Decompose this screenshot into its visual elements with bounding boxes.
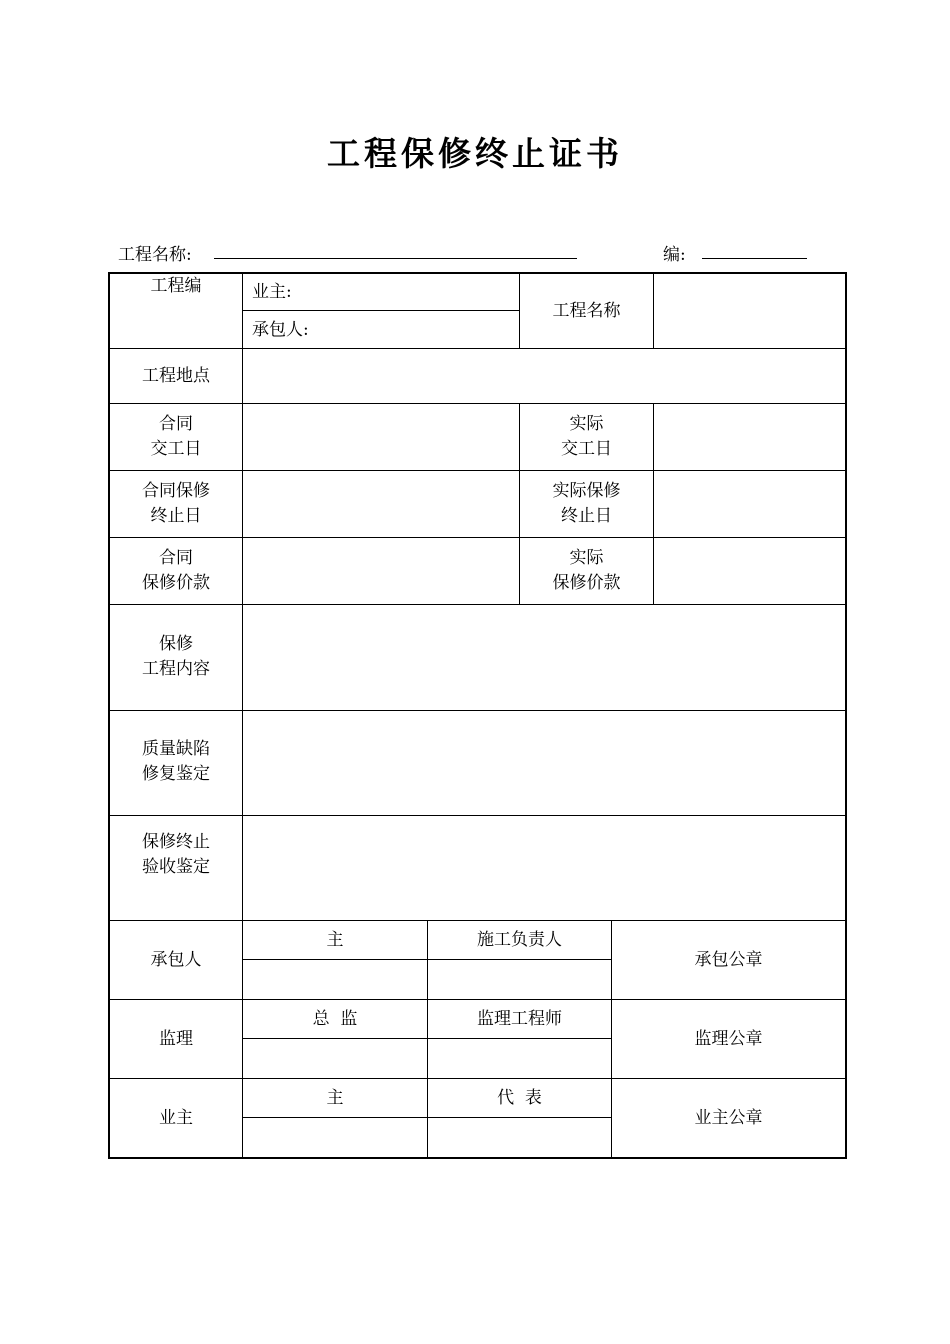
warranty-acceptance-label: 保修终止 验收鉴定 — [142, 832, 210, 877]
project-name-field[interactable] — [214, 258, 577, 259]
signoff-owner-col2: 代 表 — [497, 1087, 542, 1108]
warranty-content-value[interactable] — [243, 605, 845, 710]
contractor-label: 承包人: — [252, 320, 309, 340]
signoff-contractor-label: 承包人 — [150, 949, 202, 970]
signoff-supervisor-seal: 监理公章 — [694, 1028, 763, 1049]
project-name-header-label: 工程名称: — [118, 245, 192, 265]
defect-repair-value[interactable] — [243, 711, 845, 815]
signoff-contractor-col1: 主 — [326, 929, 344, 950]
signoff-owner-seal: 业主公章 — [694, 1107, 763, 1128]
contract-completion-label: 合同 交工日 — [150, 414, 202, 459]
signoff-contractor-col2-signature[interactable] — [428, 960, 611, 999]
actual-completion-label: 实际 交工日 — [561, 414, 612, 459]
signoff-supervisor-col2-signature[interactable] — [428, 1039, 611, 1078]
signoff-supervisor-label: 监理 — [159, 1028, 193, 1049]
signoff-owner-col1-signature[interactable] — [243, 1118, 427, 1157]
project-name-label: 工程名称 — [552, 300, 621, 321]
warranty-acceptance-value[interactable] — [243, 816, 845, 920]
contract-warranty-end-value[interactable] — [243, 471, 519, 537]
signoff-owner-col1: 主 — [326, 1087, 344, 1108]
actual-warranty-end-value[interactable] — [654, 471, 845, 537]
project-code-label: 工程编 — [150, 276, 202, 296]
project-name-value[interactable] — [654, 274, 845, 348]
signoff-supervisor-col1-signature[interactable] — [243, 1039, 427, 1078]
defect-repair-label: 质量缺陷 修复鉴定 — [142, 739, 210, 784]
signoff-contractor-col1-signature[interactable] — [243, 960, 427, 999]
signoff-contractor-col2: 施工负责人 — [477, 929, 562, 950]
signoff-owner-label: 业主 — [159, 1107, 193, 1128]
actual-completion-value[interactable] — [654, 404, 845, 470]
contract-warranty-fee-label: 合同 保修价款 — [142, 548, 210, 593]
actual-warranty-fee-label: 实际 保修价款 — [552, 548, 621, 593]
contract-warranty-end-label: 合同保修 终止日 — [142, 481, 210, 526]
signoff-owner-col2-signature[interactable] — [428, 1118, 611, 1157]
signoff-contractor-seal: 承包公章 — [694, 949, 763, 970]
number-header-label: 编: — [663, 245, 686, 265]
project-site-label: 工程地点 — [142, 365, 210, 386]
number-field[interactable] — [702, 258, 807, 259]
warranty-content-label: 保修 工程内容 — [142, 634, 210, 679]
signoff-supervisor-col1: 总 监 — [312, 1008, 358, 1029]
project-site-value[interactable] — [243, 349, 845, 403]
contract-warranty-fee-value[interactable] — [243, 538, 519, 604]
actual-warranty-fee-value[interactable] — [654, 538, 845, 604]
actual-warranty-end-label: 实际保修 终止日 — [552, 481, 621, 526]
owner-label: 业主: — [252, 282, 292, 302]
page-title: 工程保修终止证书 — [327, 134, 623, 173]
contract-completion-value[interactable] — [243, 404, 519, 470]
signoff-supervisor-col2: 监理工程师 — [477, 1008, 562, 1029]
